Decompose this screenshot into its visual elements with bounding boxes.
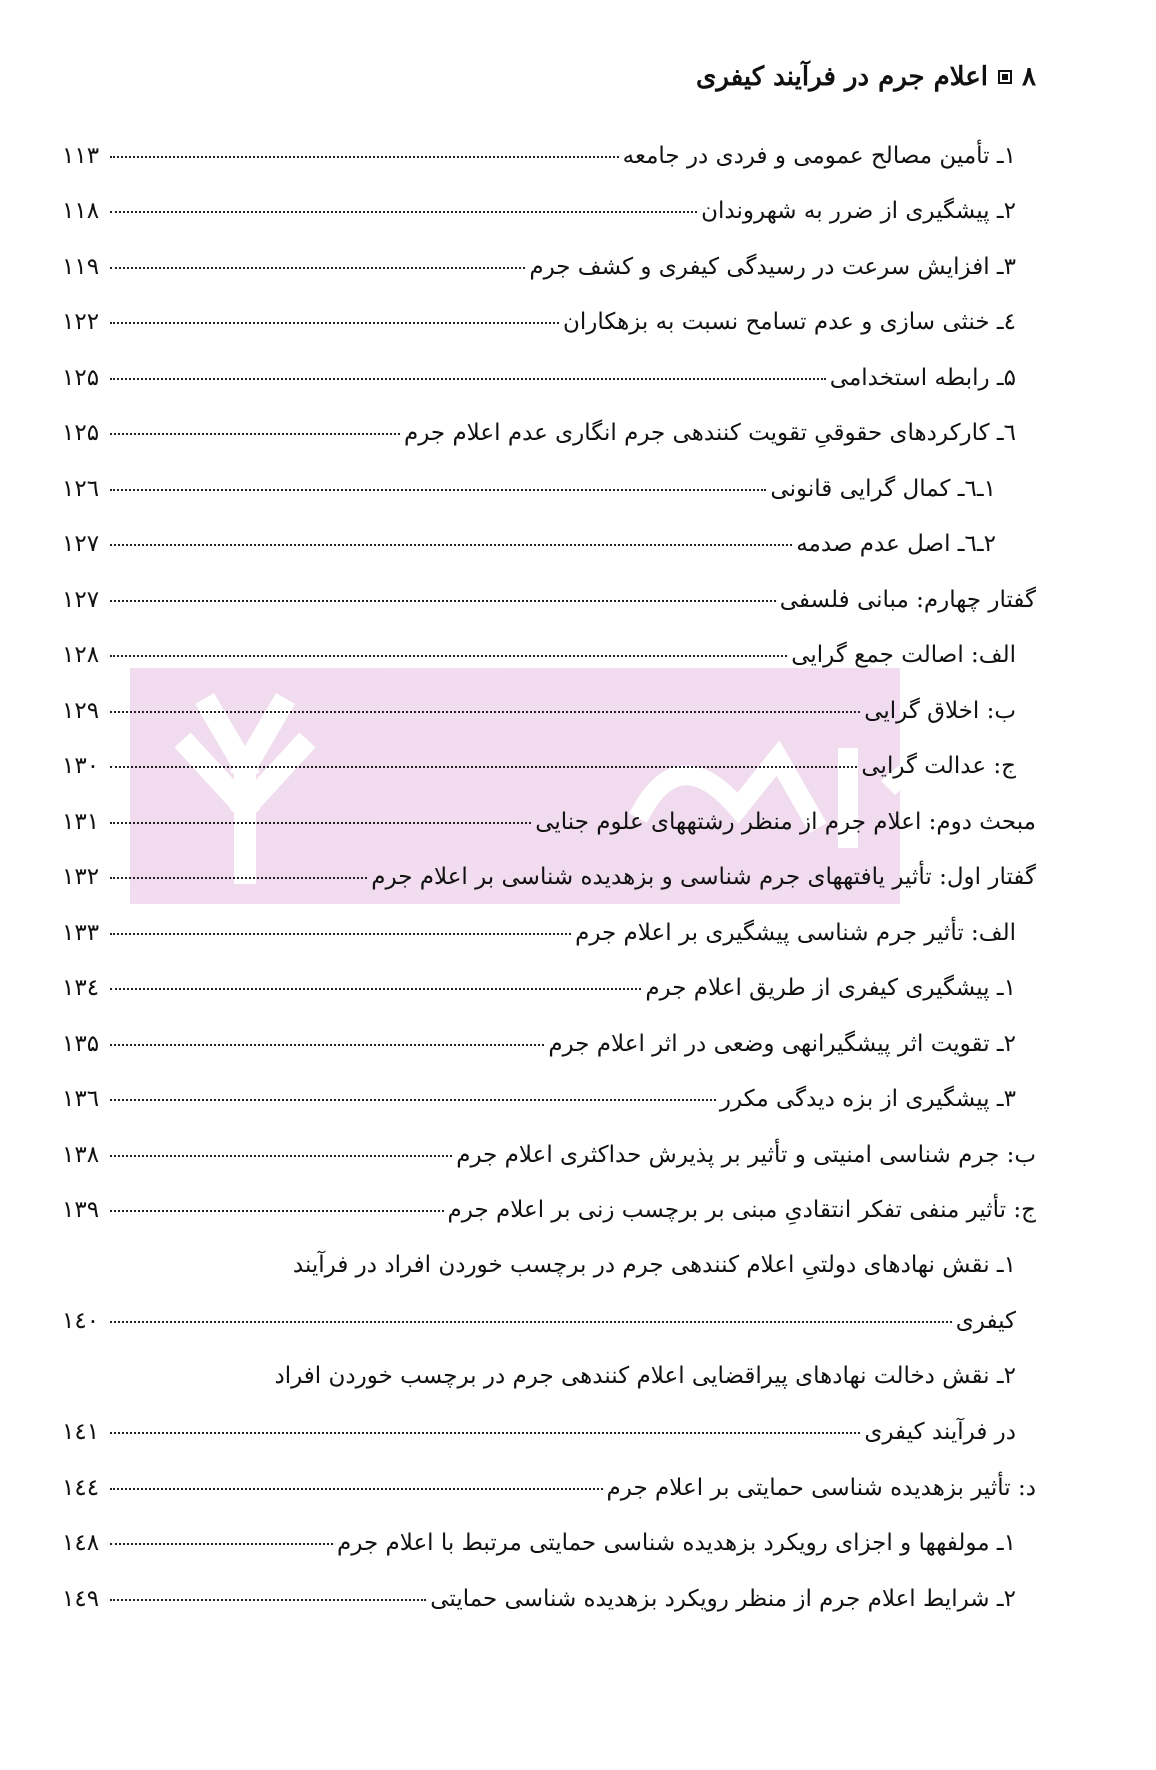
toc-page-number: ۱٤۹ <box>62 1585 100 1612</box>
table-of-contents <box>62 128 1036 1627</box>
leader-dots <box>110 1488 603 1490</box>
toc-page-number: ۱۳۱ <box>62 808 100 835</box>
toc-entry[interactable]: الف: اصالت جمع گرایی ۱۲۸ <box>62 642 1016 669</box>
toc-page-number: ۱۲٦ <box>62 475 100 502</box>
toc-entry[interactable]: ٤ـ خنثی سازی و عدم تسامح نسبت به بزهکاران ۱۲۲ <box>62 309 1016 336</box>
toc-entry[interactable]: مبحث دوم: اعلام جرم از منظر رشتههای علوم جنایی ۱۳۱ <box>62 808 1036 835</box>
toc-page-number: ۱۲۵ <box>62 420 100 447</box>
leader-dots <box>110 1543 333 1545</box>
leader-dots <box>110 433 400 435</box>
toc-page-number: ۱۳۵ <box>62 1030 100 1057</box>
page-header <box>696 62 1036 92</box>
leader-dots <box>110 711 860 713</box>
toc-entry[interactable]: ۲ـ٦ـ اصل عدم صدمه ۱۲۷ <box>62 531 996 558</box>
leader-dots <box>110 1044 544 1046</box>
leader-dots <box>110 988 641 990</box>
toc-page-number: ۱۳٦ <box>62 1086 100 1113</box>
toc-entry[interactable]: ۲ـ شرایط اعلام جرم از منظر رویکرد بزهدیده شناسی حمایتی ۱٤۹ <box>62 1585 1016 1612</box>
leader-dots <box>110 1321 952 1323</box>
leader-dots <box>110 822 531 824</box>
toc-page-number: ۱٤۰ <box>62 1307 100 1334</box>
toc-entry[interactable]: ۵ـ رابطه استخدامی ۱۲۵ <box>62 364 1016 391</box>
leader-dots <box>110 877 367 879</box>
toc-entry-line1: ۱ـ نقش نهادهای دولتیِ اعلام کنندهی جرم در برچسب خوردن افراد در فرآیند <box>292 1252 1016 1278</box>
leader-dots <box>110 378 826 380</box>
leader-dots <box>110 322 559 324</box>
toc-page-number: ۱۳٤ <box>62 975 100 1002</box>
toc-entry[interactable]: ۳ـ افزایش سرعت در رسیدگی کیفری و کشف جرم ۱۱۹ <box>62 253 1016 280</box>
toc-page-number: ۱۲۲ <box>62 309 100 336</box>
page-number: ۸ <box>1022 62 1036 92</box>
leader-dots <box>110 655 787 657</box>
toc-page-number: ۱۱۳ <box>62 142 100 169</box>
toc-page-number: ۱۲۷ <box>62 586 100 613</box>
toc-page-number: ۱۲۸ <box>62 642 100 669</box>
toc-page-number: ۱۲۹ <box>62 697 100 724</box>
toc-entry[interactable]: ۱ـ پیشگیری کیفری از طریق اعلام جرم ۱۳٤ <box>62 975 1016 1002</box>
square-bullet-icon <box>998 70 1012 84</box>
leader-dots <box>110 1432 860 1434</box>
toc-page-number: ۱۳۰ <box>62 753 100 780</box>
toc-page-number: ۱٤۸ <box>62 1530 100 1557</box>
toc-entry[interactable]: ۲ـ پیشگیری از ضرر به شهروندان ۱۱۸ <box>62 198 1016 225</box>
toc-entry[interactable]: الف: تأثیر جرم شناسی پیشگیری بر اعلام جرم ۱۳۳ <box>62 919 1016 946</box>
toc-page-number: ۱۳۲ <box>62 864 100 891</box>
leader-dots <box>110 1099 716 1101</box>
toc-page-number: ۱٤۱ <box>62 1418 100 1445</box>
toc-entry[interactable]: ب: جرم شناسی امنیتی و تأثیر بر پذیرش حداکثری اعلام جرم ۱۳۸ <box>62 1141 1036 1168</box>
leader-dots <box>110 933 571 935</box>
leader-dots <box>110 267 525 269</box>
toc-entry[interactable]: ۳ـ پیشگیری از بزه دیدگی مکرر ۱۳٦ <box>62 1086 1016 1113</box>
toc-page-number: ۱۳۹ <box>62 1197 100 1224</box>
toc-entry-wrapped[interactable]: ۱ـ نقش نهادهای دولتیِ اعلام کنندهی جرم در برچسب خوردن افراد در فرآیند کیفری ۱٤۰ <box>62 1238 1036 1349</box>
toc-entry[interactable]: ۱ـ تأمین مصالح عمومی و فردی در جامعه ۱۱۳ <box>62 142 1016 169</box>
toc-page-number: ۱۳۳ <box>62 919 100 946</box>
toc-entry[interactable]: ٦ـ کارکردهای حقوقیِ تقویت کنندهی جرم انگاری عدم اعلام جرم ۱۲۵ <box>62 420 1016 447</box>
toc-entry[interactable]: ج: تأثیر منفی تفکر انتقادیِ مبنی بر برچسب زنی بر اعلام جرم ۱۳۹ <box>62 1197 1036 1224</box>
toc-page-number: ۱۱۸ <box>62 198 100 225</box>
toc-entry[interactable]: ج: عدالت گرایی ۱۳۰ <box>62 753 1016 780</box>
toc-entry[interactable]: گفتار چهارم: مبانی فلسفی ۱۲۷ <box>62 586 1036 613</box>
toc-entry[interactable]: ۲ـ تقویت اثر پیشگیرانهی وضعی در اثر اعلام جرم ۱۳۵ <box>62 1030 1016 1057</box>
toc-page-number: ۱٤٤ <box>62 1474 100 1501</box>
leader-dots <box>110 211 697 213</box>
leader-dots <box>110 156 619 158</box>
leader-dots <box>110 1155 452 1157</box>
leader-dots <box>110 766 857 768</box>
toc-page-number: ۱۱۹ <box>62 253 100 280</box>
toc-entry[interactable]: گفتار اول: تأثیر یافتههای جرم شناسی و بزهدیده شناسی بر اعلام جرم ۱۳۲ <box>62 864 1036 891</box>
toc-entry-wrapped[interactable]: ۲ـ نقش دخالت نهادهای پیراقضایی اعلام کنندهی جرم در برچسب خوردن افراد در فرآیند کیفری ۱٤۱ <box>62 1349 1036 1460</box>
toc-entry[interactable]: ب: اخلاق گرایی ۱۲۹ <box>62 697 1016 724</box>
leader-dots <box>110 600 776 602</box>
toc-entry[interactable]: د: تأثیر بزهدیده شناسی حمایتی بر اعلام جرم ۱٤٤ <box>62 1474 1036 1501</box>
toc-entry-line1: ۲ـ نقش دخالت نهادهای پیراقضایی اعلام کنندهی جرم در برچسب خوردن افراد <box>274 1363 1016 1389</box>
toc-page-number: ۱۲۷ <box>62 531 100 558</box>
toc-entry[interactable]: ۱ـ٦ـ کمال گرایی قانونی ۱۲٦ <box>62 475 996 502</box>
toc-page-number: ۱۲۵ <box>62 364 100 391</box>
toc-page-number: ۱۳۸ <box>62 1141 100 1168</box>
running-title: اعلام جرم در فرآیند کیفری <box>696 62 989 92</box>
leader-dots <box>110 1599 426 1601</box>
leader-dots <box>110 489 766 491</box>
toc-entry[interactable]: ۱ـ مولفهها و اجزای رویکرد بزهدیده شناسی حمایتی مرتبط با اعلام جرم ۱٤۸ <box>62 1530 1016 1557</box>
leader-dots <box>110 1210 444 1212</box>
leader-dots <box>110 544 792 546</box>
